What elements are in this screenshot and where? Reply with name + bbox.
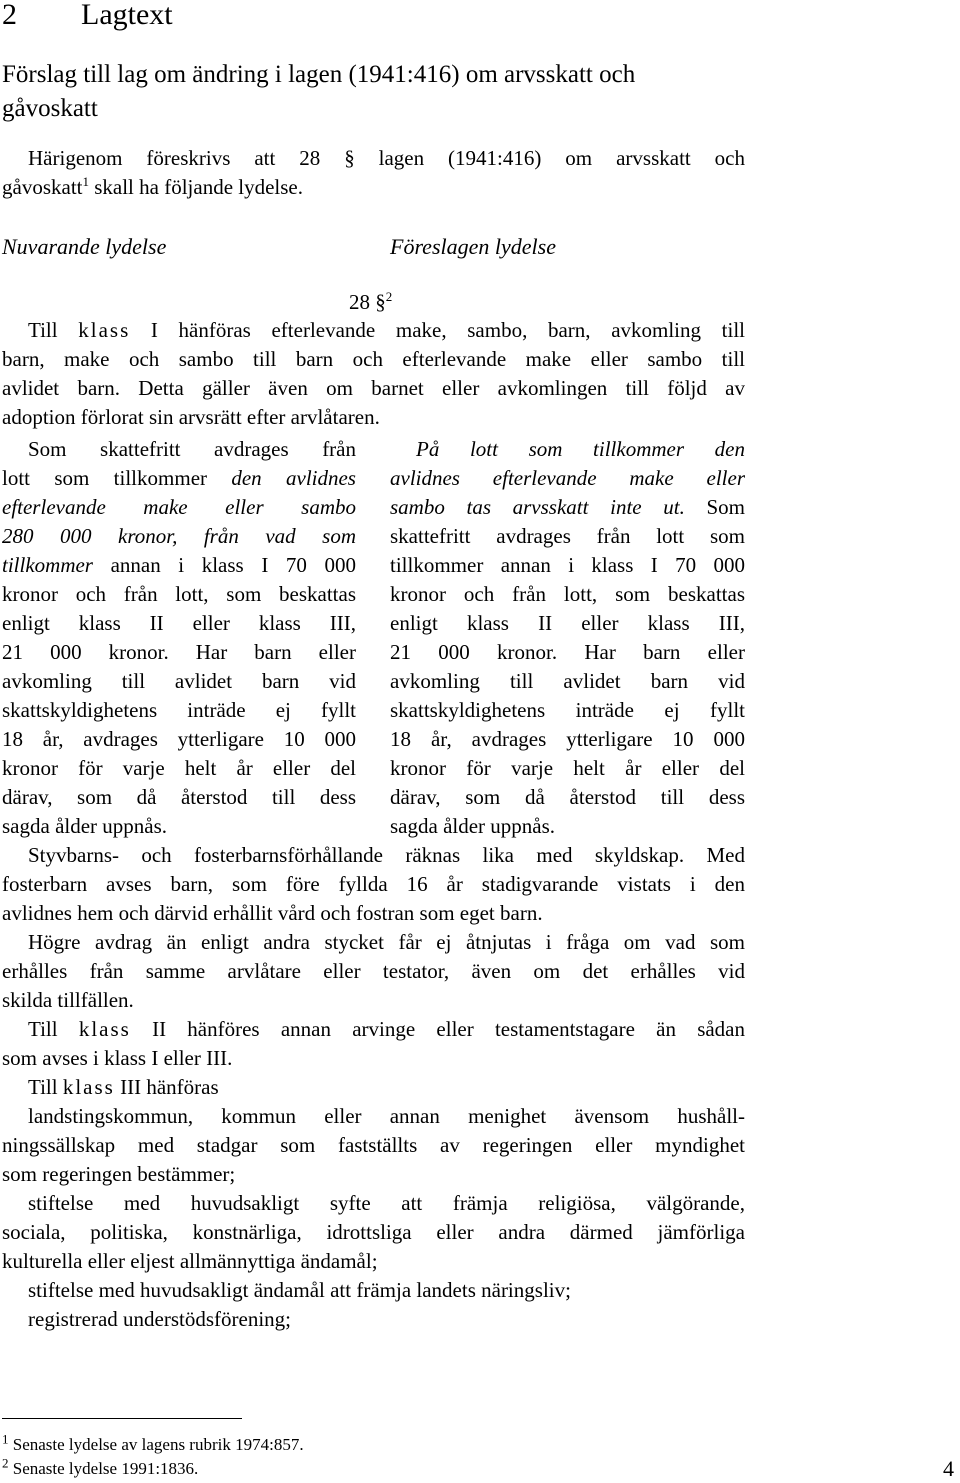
column-line: tillkommer annan i klass I 70 000 (390, 553, 745, 577)
column-line: skattskyldighetens inträde ej fyllt (390, 698, 745, 722)
section-label: 28 §$^2$ (349, 289, 393, 314)
column-line: 280 000 kronor, från vad som (2, 524, 356, 548)
paragraph-line: Till klass III hänföras (28, 1075, 219, 1099)
column-line: 21 000 kronor. Har barn eller (390, 640, 745, 664)
intro-line: Härigenom föreskrivs att 28 § lagen (1941:416) om arvsskatt och (28, 146, 745, 170)
column-line: avkomling till avlidet barn vid (2, 669, 356, 693)
column-line: enligt klass II eller klass III, (390, 611, 745, 635)
column-line: skattskyldighetens inträde ej fyllt (2, 698, 356, 722)
chapter-title: Lagtext (81, 0, 173, 31)
chapter-number: 2 (2, 0, 17, 31)
page-number: 4 (943, 1456, 954, 1481)
column-line: kronor för varje helt år eller del (2, 756, 356, 780)
footnote-ref: 1 (82, 174, 89, 189)
column-line: kronor för varje helt år eller del (390, 756, 745, 780)
paragraph-line: registrerad understödsförening; (28, 1307, 292, 1331)
footnote (2, 1431, 304, 1456)
column-line: avkomling till avlidet barn vid (390, 669, 745, 693)
paragraph-line: avlidet barn. Detta gäller även om barnet eller avkomlingen till följd av (2, 376, 745, 400)
chapter-heading (2, 0, 173, 32)
column-line: efterlevande make eller sambo (2, 495, 356, 519)
proposal-title-line: Förslag till lag om ändring i lagen (1941:416) om arvsskatt och (2, 61, 636, 88)
paragraph-line: erhålles från samme arvlåtare eller testator, även om det erhålles vid (2, 959, 745, 983)
column-line: sambo tas arvsskatt inte ut. Som (390, 495, 745, 519)
column-line: 18 år, avdrages ytterligare 10 000 (2, 727, 356, 751)
paragraph-line: Till klass II hänföres annan arvinge eller testamentstagare än sådan (28, 1017, 745, 1041)
column-line: kronor och från lott, som beskattas (390, 582, 745, 606)
column-line: 18 år, avdrages ytterligare 10 000 (390, 727, 745, 751)
paragraph-line: Till klass I hänföras efterlevande make, sambo, barn, avkomling till (28, 318, 745, 342)
paragraph-line: stiftelse med huvudsakligt syfte att främja religiösa, välgörande, (28, 1191, 745, 1215)
paragraph-line: skilda tillfällen. (2, 988, 134, 1012)
paragraph-line: Högre avdrag än enligt andra stycket får ej åtnjutas i fråga om vad som (28, 930, 745, 954)
proposal-title-line: gåvoskatt (2, 95, 98, 122)
column-line: På lott som tillkommer den (416, 437, 745, 461)
paragraph-line: som regeringen bestämmer; (2, 1162, 236, 1186)
paragraph-line: ningssällskap med stadgar som fastställts av regeringen eller myndighet (2, 1133, 745, 1157)
paragraph-line: fosterbarn avses barn, som före fyllda 16 år stadigvarande vistats i den (2, 872, 745, 896)
paragraph-line: sociala, politiska, konstnärliga, idrottsliga eller andra därmed jämförliga (2, 1220, 745, 1244)
column-line: Som skattefritt avdrages från (28, 437, 356, 461)
column-line: avlidnes efterlevande make eller (390, 466, 745, 490)
column-line: sagda ålder uppnås. (2, 814, 168, 838)
column-line: enligt klass II eller klass III, (2, 611, 356, 635)
footnote-number: 2 (2, 1455, 9, 1471)
column-line: tillkommer annan i klass I 70 000 (2, 553, 356, 577)
paragraph-line: Styvbarns- och fosterbarnsförhållande räknas lika med skyldskap. Med (28, 843, 745, 867)
paragraph-line: avlidnes hem och därvid erhållit vård och fostran som eget barn. (2, 901, 543, 925)
paragraph-line: stiftelse med huvudsakligt ändamål att främja landets näringsliv; (28, 1278, 571, 1302)
column-line: kronor och från lott, som beskattas (2, 582, 356, 606)
column-heading-proposed: Föreslagen lydelse (390, 234, 556, 259)
column-line: 21 000 kronor. Har barn eller (2, 640, 356, 664)
left-column (2, 435, 356, 841)
column-line: skattefritt avdrages från lott som (390, 524, 745, 548)
column-heading-current: Nuvarande lydelse (2, 234, 167, 259)
column-line: därav, som då återstod till dess (2, 785, 356, 809)
paragraph-line: landstingskommun, kommun eller annan menighet ävensom hushåll- (28, 1104, 745, 1128)
paragraph-line: barn, make och sambo till barn och efterlevande make eller sambo till (2, 347, 745, 371)
footnote (2, 1455, 199, 1480)
footnote-separator (2, 1418, 242, 1419)
footnote-ref: 2 (385, 289, 393, 304)
paragraph-line: adoption förlorat sin arvsrätt efter arvlåtaren. (2, 405, 380, 429)
right-column (390, 435, 745, 841)
proposal-title (2, 58, 635, 126)
footnote-number: 1 (2, 1431, 9, 1447)
paragraph-line: kulturella eller eljest allmännyttiga ändamål; (2, 1249, 378, 1273)
footnote-text: Senaste lydelse 1991:1836. (12, 1459, 199, 1478)
footnote-text: Senaste lydelse av lagens rubrik 1974:857. (12, 1435, 304, 1454)
column-line: sagda ålder uppnås. (390, 814, 556, 838)
intro-line: gåvoskatt$^1$ skall ha följande lydelse. (2, 174, 304, 199)
column-line: därav, som då återstod till dess (390, 785, 745, 809)
column-line: lott som tillkommer den avlidnes (2, 466, 356, 490)
paragraph-line: som avses i klass I eller III. (2, 1046, 233, 1070)
